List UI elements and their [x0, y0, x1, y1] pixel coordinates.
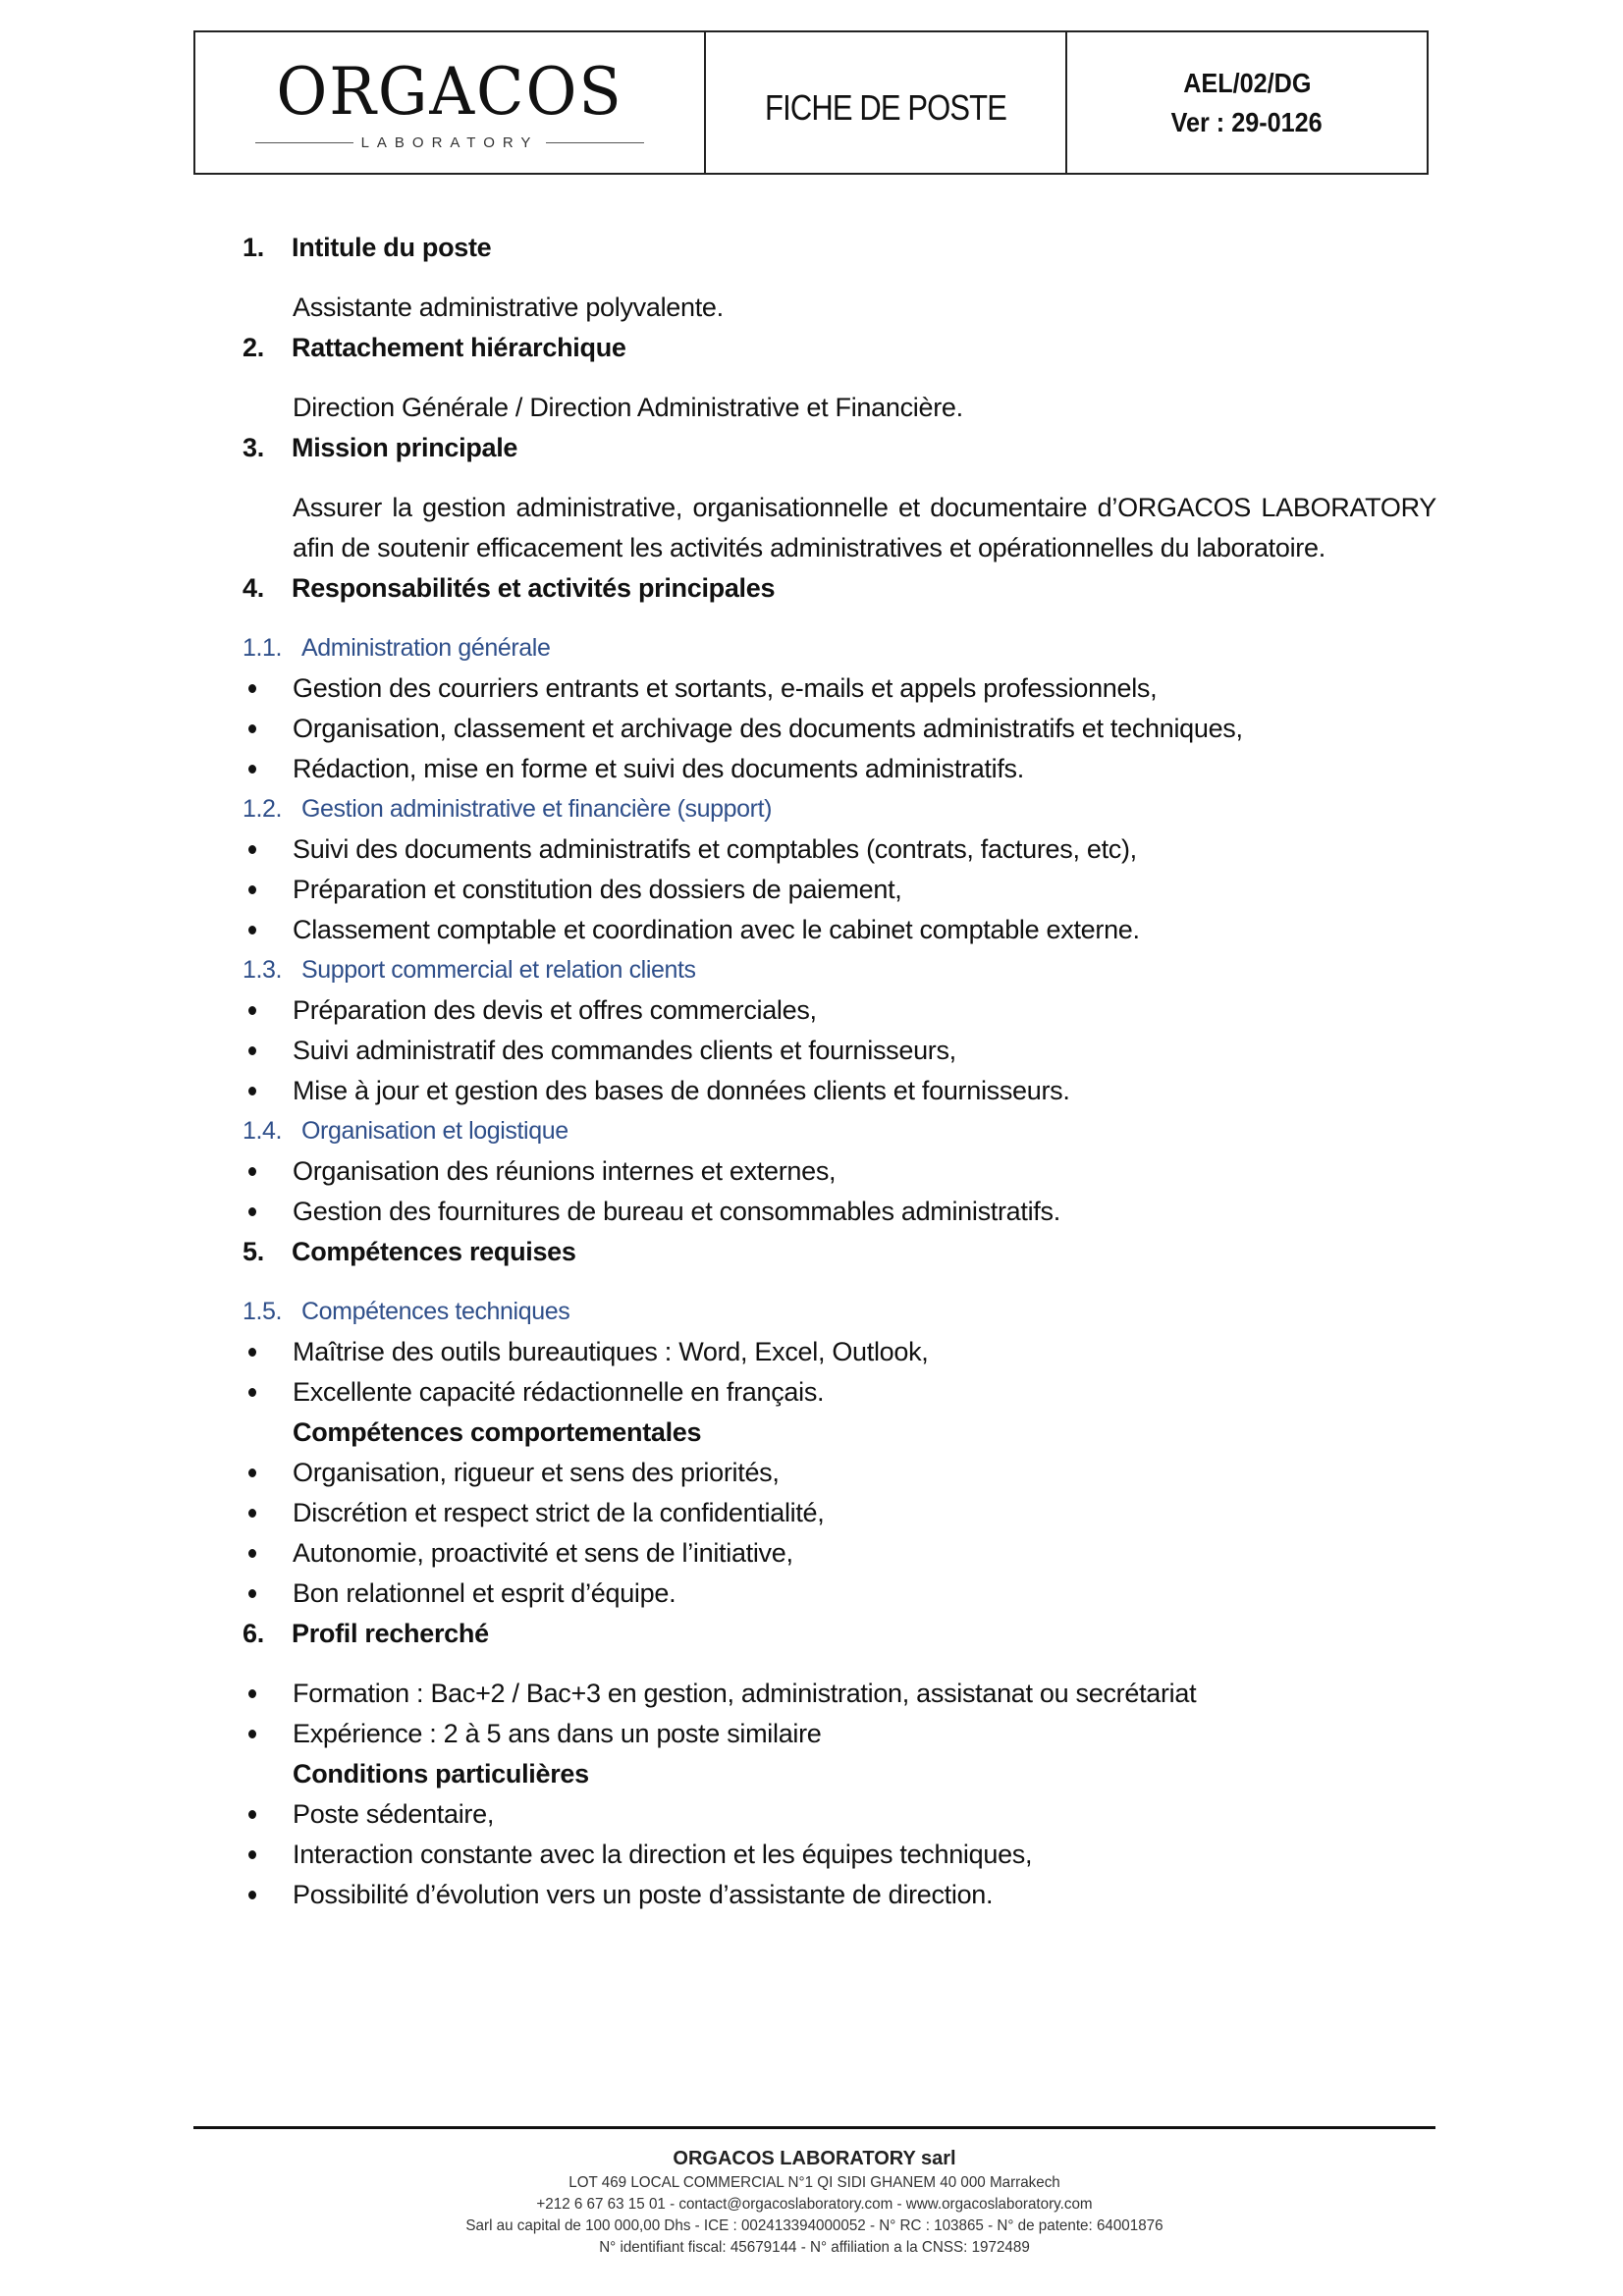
list-item: Expérience : 2 à 5 ans dans un poste similaire: [243, 1714, 1435, 1754]
section-number: 3.: [243, 433, 264, 462]
section-number: 4.: [243, 573, 264, 603]
bullet-icon: [248, 845, 256, 854]
logo-subtitle: [255, 134, 645, 151]
subsection-heading-competences-techniques: [243, 1292, 1435, 1332]
document-body: [243, 228, 1435, 1915]
list-item: Organisation des réunions internes et externes,: [243, 1151, 1435, 1192]
bullet-icon: [248, 1730, 256, 1738]
subsection-number: 1.5.: [243, 1298, 283, 1325]
subsection-title: Administration générale: [301, 634, 551, 662]
list-item: Organisation, classement et archivage des documents administratifs et techniques,: [243, 709, 1435, 749]
subsection-heading-gestion-financiere: [243, 789, 1435, 829]
bullet-icon: [248, 1891, 256, 1899]
bullet-icon: [248, 684, 256, 693]
list-item: Suivi des documents administratifs et comptables (contrats, factures, etc),: [243, 829, 1435, 870]
list-item: Maîtrise des outils bureautiques : Word, Excel, Outlook,: [243, 1332, 1435, 1372]
company-logo-wordmark: ORGACOS: [276, 54, 623, 130]
footer-divider: [193, 2126, 1435, 2129]
footer-tax-info: N° identifiant fiscal: 45679144 - N° affiliation a la CNSS: 1972489: [599, 2239, 1030, 2256]
list-item: Classement comptable et coordination avec le cabinet comptable externe.: [243, 910, 1435, 950]
bullet-icon: [248, 1046, 256, 1055]
bullet-icon: [248, 1509, 256, 1518]
list-item: Bon relationnel et esprit d’équipe.: [243, 1574, 1435, 1614]
section-heading-responsabilites: [243, 568, 1435, 609]
list-item: Préparation et constitution des dossiers de paiement,: [243, 870, 1435, 910]
section-title: Rattachement hiérarchique: [292, 333, 626, 362]
logo-rule-right: [546, 142, 644, 143]
subsection-number: 1.4.: [243, 1117, 283, 1145]
list-item: Rédaction, mise en forme et suivi des documents administratifs.: [243, 749, 1435, 789]
section-number: 2.: [243, 333, 264, 362]
subsection-title: Compétences techniques: [301, 1298, 570, 1325]
bullet-icon: [248, 1689, 256, 1698]
bullet-icon: [248, 926, 256, 934]
list-item: Suivi administratif des commandes clients et fournisseurs,: [243, 1031, 1435, 1071]
subsection-heading-administration: [243, 628, 1435, 668]
list-item: Poste sédentaire,: [243, 1794, 1435, 1835]
bullet-icon: [248, 885, 256, 894]
document-footer: [193, 2145, 1435, 2259]
footer-address: LOT 469 LOCAL COMMERCIAL N°1 QI SIDI GHANEM 40 000 Marrakech: [568, 2174, 1060, 2191]
footer-company-name: ORGACOS LABORATORY sarl: [673, 2148, 956, 2169]
list-item: Formation : Bac+2 / Bac+3 en gestion, administration, assistanat ou secrétariat: [243, 1674, 1435, 1714]
reference-cell: [1067, 32, 1427, 173]
section-title: Intitule du poste: [292, 233, 492, 262]
title-cell: [706, 32, 1067, 173]
bullet-icon: [248, 1810, 256, 1819]
bullet-icon: [248, 1348, 256, 1357]
list-item: Préparation des devis et offres commerciales,: [243, 990, 1435, 1031]
subsection-heading-organisation: [243, 1111, 1435, 1151]
list-item: Excellente capacité rédactionnelle en français.: [243, 1372, 1435, 1413]
bullet-icon: [248, 1468, 256, 1477]
logo-cell: [195, 32, 706, 173]
document-header: [193, 30, 1429, 175]
list-item: Organisation, rigueur et sens des priorités,: [243, 1453, 1435, 1493]
section-body-mission: Assurer la gestion administrative, organisationnelle et documentaire d’ORGACOS LABORATORY afin de soutenir efficacement les activités administratives et opérationnelles du laboratoire.: [293, 493, 1436, 562]
bullet-icon: [248, 1087, 256, 1095]
bullet-icon: [248, 1589, 256, 1598]
footer-legal-info: Sarl au capital de 100 000,00 Dhs - ICE : 002413394000052 - N° RC : 103865 - N° de patente: 64001876: [465, 2217, 1163, 2234]
document-title: FICHE DE POSTE: [764, 86, 1006, 128]
section-title: Mission principale: [292, 433, 518, 462]
bullet-icon: [248, 765, 256, 774]
logo-rule-left: [255, 142, 353, 143]
bullet-icon: [248, 1388, 256, 1397]
list-item: Interaction constante avec la direction et les équipes techniques,: [243, 1835, 1435, 1875]
list-item: Gestion des fournitures de bureau et consommables administratifs.: [243, 1192, 1435, 1232]
section-body-rattachement: Direction Générale / Direction Administrative et Financière.: [293, 393, 963, 422]
section-number: 6.: [243, 1619, 264, 1648]
list-item: Discrétion et respect strict de la confidentialité,: [243, 1493, 1435, 1533]
list-item: Mise à jour et gestion des bases de données clients et fournisseurs.: [243, 1071, 1435, 1111]
subsection-number: 1.3.: [243, 956, 283, 984]
subheading-competences-comportementales: Compétences comportementales: [293, 1417, 702, 1447]
bullet-icon: [248, 724, 256, 733]
section-heading-profil: [243, 1614, 1435, 1654]
section-number: 5.: [243, 1237, 264, 1266]
subheading-conditions-particulieres: Conditions particulières: [293, 1759, 589, 1789]
section-title: Responsabilités et activités principales: [292, 573, 776, 603]
reference-code: AEL/02/DG: [1182, 67, 1312, 98]
list-item: Possibilité d’évolution vers un poste d’assistante de direction.: [243, 1875, 1435, 1915]
bullet-icon: [248, 1549, 256, 1558]
section-heading-competences: [243, 1232, 1435, 1272]
footer-contact: +212 6 67 63 15 01 - contact@orgacoslaboratory.com - www.orgacoslaboratory.com: [536, 2196, 1093, 2213]
list-item: Gestion des courriers entrants et sortants, e-mails et appels professionnels,: [243, 668, 1435, 709]
section-title: Profil recherché: [292, 1619, 489, 1648]
section-heading-intitule: [243, 228, 1435, 268]
bullet-icon: [248, 1850, 256, 1859]
subsection-title: Organisation et logistique: [301, 1117, 568, 1145]
subsection-number: 1.2.: [243, 795, 283, 823]
reference-version: Ver : 29-0126: [1170, 106, 1324, 137]
subsection-heading-support-commercial: [243, 950, 1435, 990]
subsection-title: Support commercial et relation clients: [301, 956, 696, 984]
section-heading-rattachement: [243, 328, 1435, 368]
bullet-icon: [248, 1006, 256, 1015]
subsection-title: Gestion administrative et financière (support): [301, 795, 773, 823]
list-item: Autonomie, proactivité et sens de l’initiative,: [243, 1533, 1435, 1574]
subsection-number: 1.1.: [243, 634, 283, 662]
bullet-icon: [248, 1167, 256, 1176]
section-body-intitule: Assistante administrative polyvalente.: [293, 293, 724, 322]
section-heading-mission: [243, 428, 1435, 468]
section-number: 1.: [243, 233, 264, 262]
section-title: Compétences requises: [292, 1237, 576, 1266]
bullet-icon: [248, 1207, 256, 1216]
logo-subtitle-text: LABORATORY: [360, 134, 539, 151]
